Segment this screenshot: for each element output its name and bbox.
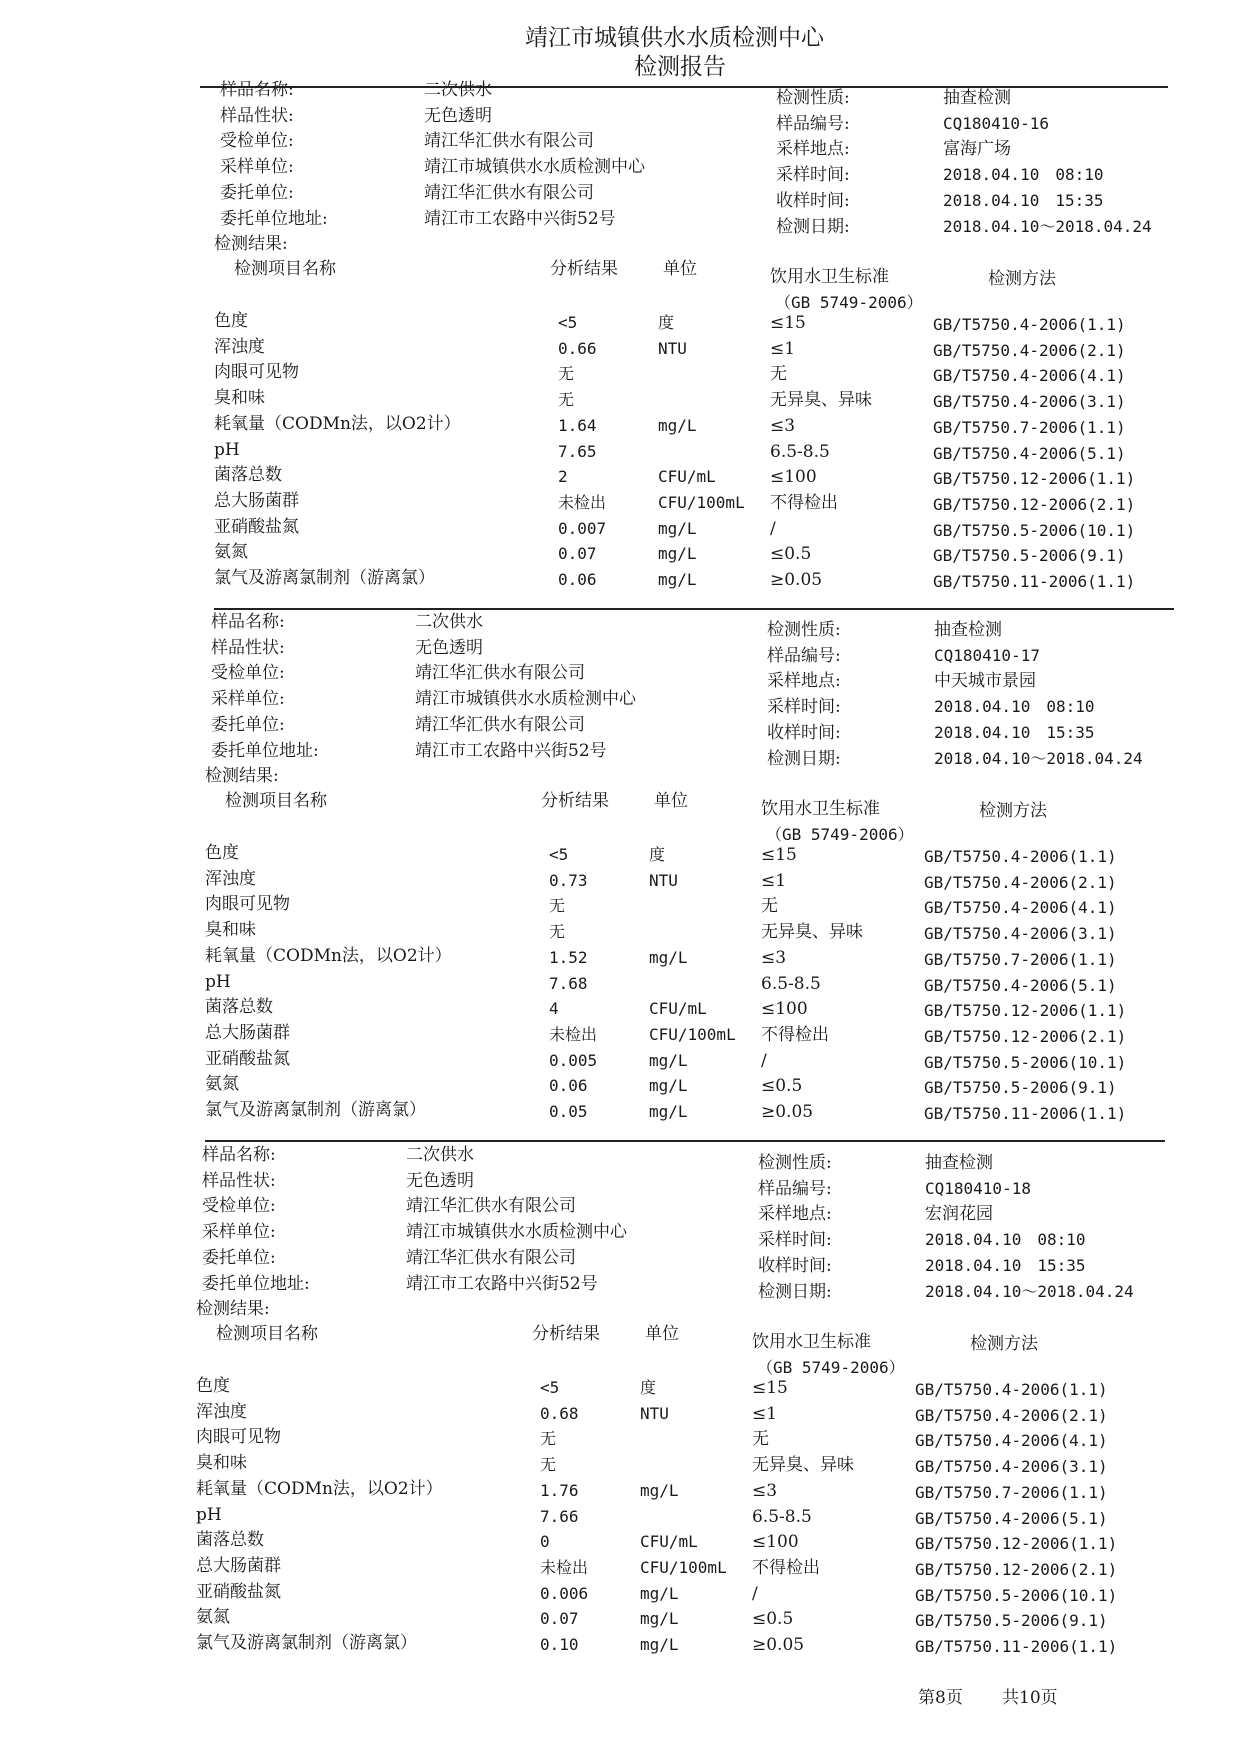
table-row-standard: 无 [752,1429,769,1450]
table-row-result: 1.64 [558,415,597,435]
table-row-result: 0.06 [558,570,597,589]
client-address-value: 靖江市工农路中兴街52号 [415,740,607,761]
table-row-method: GB/T5750.4-2006(1.1) [933,315,1126,334]
table-row-item: 氯气及游离氯制剂（游离氯） [196,1633,417,1653]
table-row-item: 总大肠菌群 [214,490,299,511]
sampling-time-label: 采样时间: [767,697,841,718]
table-row-method: GB/T5750.7-2006(1.1) [933,417,1126,437]
table-row-item: 肉眼可见物 [196,1427,281,1448]
table-row-standard: ≥0.05 [770,570,823,590]
table-row-method: GB/T5750.11-2006(1.1) [924,1104,1127,1123]
sample-property-label: 样品性状: [202,1170,276,1191]
column-header-method: 检测方法 [979,801,1047,821]
column-header-standard-code: （GB 5749-2006） [757,1358,905,1377]
table-row-result: 0.07 [540,1609,579,1629]
results-heading: 检测结果: [196,1299,270,1319]
sample-no-label: 样品编号: [776,113,850,134]
table-row-result: 1.52 [549,947,588,967]
table-row-method: GB/T5750.12-2006(1.1) [933,469,1136,489]
table-row-method: GB/T5750.11-2006(1.1) [915,1637,1118,1656]
table-row-item: 色度 [196,1376,230,1396]
table-row-method: GB/T5750.5-2006(10.1) [933,520,1136,540]
sampling-time-label: 采样时间: [758,1230,832,1251]
table-row-unit: mg/L [658,518,697,538]
table-row-method: GB/T5750.4-2006(1.1) [924,847,1117,866]
sample-no-value: CQ180410-16 [943,113,1049,133]
inspected-unit-value: 靖江华汇供水有限公司 [406,1196,576,1217]
table-row-method: GB/T5750.7-2006(1.1) [924,949,1117,969]
table-row-method: GB/T5750.4-2006(4.1) [915,1431,1108,1451]
sampling-site-value: 宏润花园 [925,1204,993,1225]
table-row-result: 未检出 [540,1557,589,1577]
table-row-standard: 无 [770,364,787,385]
table-row-item: 耗氧量（CODMn法，以O2计） [196,1478,443,1499]
test-date-value: 2018.04.10～2018.04.24 [925,1281,1134,1301]
table-row-method: GB/T5750.4-2006(2.1) [915,1405,1108,1425]
column-header-standard: 饮用水卫生标准 [752,1332,871,1352]
table-row-item: 浑浊度 [214,336,265,357]
sample-no-value: CQ180410-18 [925,1178,1031,1198]
table-row-standard: 无异臭、异味 [761,922,863,943]
table-row-standard: 不得检出 [752,1557,820,1578]
table-row-item: pH [205,971,231,992]
table-row-item: 色度 [205,843,239,863]
client-unit-value: 靖江华汇供水有限公司 [415,714,585,735]
table-row-unit: mg/L [649,1102,688,1121]
sampling-site-label: 采样地点: [758,1204,832,1225]
client-unit-label: 委托单位: [220,182,294,203]
sampling-site-label: 采样地点: [776,139,850,160]
section-divider [214,608,1174,610]
table-row-unit: CFU/mL [640,1532,698,1552]
test-date-value: 2018.04.10～2018.04.24 [934,748,1143,768]
table-row-unit: 度 [658,313,675,332]
client-unit-value: 靖江华汇供水有限公司 [424,182,594,203]
table-row-method: GB/T5750.11-2006(1.1) [933,572,1136,591]
table-row-standard: ≤1 [770,338,796,359]
table-row-item: 亚硝酸盐氮 [205,1048,290,1069]
table-row-standard: ≤0.5 [752,1609,794,1630]
table-row-result: <5 [540,1378,560,1397]
column-header-unit: 单位 [645,1324,679,1344]
table-row-result: 0.68 [540,1403,579,1423]
table-row-standard: ≤1 [761,870,787,891]
sampling-unit-label: 采样单位: [202,1222,276,1243]
receive-time-label: 收样时间: [776,190,850,211]
table-row-unit: mg/L [658,570,697,589]
table-row-method: GB/T5750.12-2006(2.1) [924,1026,1127,1046]
table-row-method: GB/T5750.5-2006(10.1) [924,1052,1127,1072]
client-unit-label: 委托单位: [211,714,285,735]
table-row-item: 菌落总数 [196,1530,264,1551]
sample-name-label: 样品名称: [202,1145,276,1165]
table-row-item: 总大肠菌群 [205,1022,290,1043]
test-date-label: 检测日期: [776,216,850,237]
table-row-method: GB/T5750.12-2006(2.1) [915,1559,1118,1579]
table-row-standard: 6.5-8.5 [761,973,821,994]
sample-property-value: 无色透明 [424,105,492,126]
results-heading: 检测结果: [205,766,279,786]
receive-time-label: 收样时间: [767,722,841,743]
table-row-result: 0.005 [549,1050,598,1070]
table-row-item: 总大肠菌群 [196,1555,281,1576]
table-row-method: GB/T5750.5-2006(9.1) [924,1078,1117,1098]
table-row-item: 亚硝酸盐氮 [196,1581,281,1602]
table-row-item: 氨氮 [205,1074,239,1095]
table-row-item: 氨氮 [196,1607,230,1628]
table-row-item: 浑浊度 [205,868,256,889]
sample-name-label: 样品名称: [220,80,294,100]
table-row-result: 0.006 [540,1583,589,1603]
sampling-time-value: 2018.04.10 08:10 [934,697,1095,717]
table-row-unit: mg/L [649,1050,688,1070]
table-row-method: GB/T5750.4-2006(4.1) [924,898,1117,918]
table-row-unit: NTU [649,870,678,890]
table-row-unit: mg/L [658,544,697,564]
table-row-standard: ≤100 [752,1532,799,1553]
header-rule [200,86,1168,88]
table-row-result: 7.65 [558,441,597,461]
table-row-item: 菌落总数 [214,465,282,486]
table-row-standard: ≤0.5 [770,544,812,565]
section-divider [205,1140,1165,1142]
table-row-method: GB/T5750.4-2006(2.1) [924,872,1117,892]
table-row-item: 耗氧量（CODMn法，以O2计） [205,945,452,966]
table-row-result: 7.68 [549,973,588,993]
sample-no-label: 样品编号: [758,1178,832,1199]
table-row-unit: mg/L [640,1480,679,1500]
sample-name-value: 二次供水 [415,612,483,632]
column-header-unit: 单位 [654,791,688,811]
table-row-result: 0 [540,1532,550,1552]
column-header-item: 检测项目名称 [225,791,327,811]
client-address-label: 委托单位地址: [202,1273,310,1294]
client-address-value: 靖江市工农路中兴街52号 [424,208,616,229]
table-row-item: pH [214,439,240,460]
receive-time-value: 2018.04.10 15:35 [934,722,1095,742]
table-row-unit: NTU [640,1403,669,1423]
table-row-result: 0.06 [549,1076,588,1096]
table-row-item: 耗氧量（CODMn法，以O2计） [214,413,461,434]
results-heading: 检测结果: [214,234,288,254]
table-row-unit: mg/L [649,1076,688,1096]
table-row-unit: mg/L [640,1583,679,1603]
table-row-item: 肉眼可见物 [205,894,290,915]
table-row-result: <5 [549,845,569,864]
sample-property-value: 无色透明 [415,637,483,658]
client-unit-label: 委托单位: [202,1247,276,1268]
sample-name-value: 二次供水 [424,80,492,100]
table-row-method: GB/T5750.5-2006(9.1) [915,1611,1108,1631]
sample-name-label: 样品名称: [211,612,285,632]
column-header-result: 分析结果 [550,259,618,279]
test-date-label: 检测日期: [758,1281,832,1302]
table-row-item: 氨氮 [214,542,248,563]
client-address-value: 靖江市工农路中兴街52号 [406,1273,598,1294]
table-row-item: 色度 [214,311,248,331]
table-row-method: GB/T5750.4-2006(3.1) [924,924,1117,944]
inspected-unit-value: 靖江华汇供水有限公司 [424,131,594,152]
test-nature-label: 检测性质: [767,620,841,640]
table-row-method: GB/T5750.4-2006(1.1) [915,1380,1108,1399]
table-row-item: 臭和味 [214,388,265,409]
table-row-standard: ≤100 [770,467,817,488]
table-row-unit: 度 [640,1378,657,1397]
table-row-unit: NTU [658,338,687,358]
table-row-result: 0.66 [558,338,597,358]
sample-no-label: 样品编号: [767,645,841,666]
sampling-unit-value: 靖江市城镇供水水质检测中心 [415,689,636,710]
table-row-standard: 无 [761,896,778,917]
table-row-method: GB/T5750.7-2006(1.1) [915,1482,1108,1502]
table-row-standard: ≥0.05 [761,1102,814,1122]
table-row-standard: ≤15 [770,313,806,333]
table-row-method: GB/T5750.5-2006(10.1) [915,1585,1118,1605]
table-row-item: 肉眼可见物 [214,362,299,383]
table-row-standard: ≤3 [752,1480,778,1501]
table-row-item: 菌落总数 [205,997,273,1018]
table-row-method: GB/T5750.4-2006(2.1) [933,340,1126,360]
table-row-unit: CFU/100mL [658,492,745,512]
column-header-standard: 饮用水卫生标准 [761,799,880,819]
table-row-result: 未检出 [558,492,607,512]
table-row-result: 7.66 [540,1506,579,1526]
sampling-site-label: 采样地点: [767,671,841,692]
table-row-standard: 无异臭、异味 [770,390,872,411]
table-row-method: GB/T5750.4-2006(3.1) [915,1457,1108,1477]
sampling-time-label: 采样时间: [776,165,850,186]
table-row-method: GB/T5750.4-2006(5.1) [915,1508,1108,1528]
table-row-result: 1.76 [540,1480,579,1500]
table-row-method: GB/T5750.4-2006(3.1) [933,392,1126,412]
table-row-result: 4 [549,999,559,1019]
inspected-unit-value: 靖江华汇供水有限公司 [415,663,585,684]
receive-time-value: 2018.04.10 15:35 [925,1255,1086,1275]
table-row-result: 2 [558,467,568,487]
column-header-item: 检测项目名称 [216,1324,318,1344]
table-row-method: GB/T5750.4-2006(4.1) [933,366,1126,386]
sampling-unit-label: 采样单位: [220,157,294,178]
table-row-method: GB/T5750.4-2006(5.1) [933,443,1126,463]
table-row-method: GB/T5750.4-2006(5.1) [924,975,1117,995]
table-row-item: 氯气及游离氯制剂（游离氯） [214,568,435,588]
table-row-standard: ≤100 [761,999,808,1020]
column-header-method: 检测方法 [970,1334,1038,1354]
test-date-label: 检测日期: [767,748,841,769]
table-row-standard: ≤3 [770,415,796,436]
column-header-item: 检测项目名称 [234,259,336,279]
table-row-item: 臭和味 [205,920,256,941]
table-row-standard: / [752,1583,758,1604]
sampling-site-value: 富海广场 [943,139,1011,160]
table-row-item: 臭和味 [196,1453,247,1474]
test-nature-value: 抽查检测 [943,88,1011,108]
sample-name-value: 二次供水 [406,1145,474,1165]
table-row-standard: 6.5-8.5 [770,441,830,462]
sample-property-value: 无色透明 [406,1170,474,1191]
table-row-item: 氯气及游离氯制剂（游离氯） [205,1100,426,1120]
sampling-time-value: 2018.04.10 08:10 [925,1230,1086,1250]
table-row-standard: 不得检出 [761,1024,829,1045]
report-title: 靖江市城镇供水水质检测中心 [525,25,824,51]
page-number: 第8页 [918,1688,963,1708]
table-row-unit: CFU/mL [658,467,716,487]
table-row-unit: mg/L [640,1609,679,1629]
table-row-result: 无 [540,1455,557,1475]
table-row-unit: CFU/mL [649,999,707,1019]
table-row-result: 无 [540,1429,557,1449]
table-row-standard: ≤1 [752,1403,778,1424]
sampling-time-value: 2018.04.10 08:10 [943,165,1104,185]
sampling-unit-value: 靖江市城镇供水水质检测中心 [424,157,645,178]
table-row-standard: ≤15 [752,1378,788,1398]
table-row-method: GB/T5750.12-2006(1.1) [915,1534,1118,1554]
inspected-unit-label: 受检单位: [202,1196,276,1217]
table-row-standard: / [761,1050,767,1071]
column-header-standard: 饮用水卫生标准 [770,267,889,287]
table-row-standard: ≥0.05 [752,1635,805,1655]
inspected-unit-label: 受检单位: [211,663,285,684]
table-row-standard: 6.5-8.5 [752,1506,812,1527]
table-row-method: GB/T5750.12-2006(2.1) [933,494,1136,514]
column-header-unit: 单位 [663,259,697,279]
table-row-result: 无 [558,364,575,384]
test-nature-value: 抽查检测 [934,620,1002,640]
sample-property-label: 样品性状: [211,637,285,658]
table-row-result: 无 [549,922,566,942]
sampling-unit-value: 靖江市城镇供水水质检测中心 [406,1222,627,1243]
table-row-result: 0.007 [558,518,607,538]
sampling-site-value: 中天城市景园 [934,671,1036,692]
receive-time-value: 2018.04.10 15:35 [943,190,1104,210]
table-row-method: GB/T5750.5-2006(9.1) [933,546,1126,566]
table-row-unit: mg/L [649,947,688,967]
table-row-standard: 不得检出 [770,492,838,513]
column-header-result: 分析结果 [541,791,609,811]
table-row-method: GB/T5750.12-2006(1.1) [924,1001,1127,1021]
column-header-result: 分析结果 [532,1324,600,1344]
test-nature-label: 检测性质: [758,1153,832,1173]
table-row-standard: ≤3 [761,947,787,968]
table-row-result: 0.07 [558,544,597,564]
table-row-unit: 度 [649,845,666,864]
column-header-method: 检测方法 [988,269,1056,289]
table-row-result: 0.05 [549,1102,588,1121]
table-row-standard: ≤15 [761,845,797,865]
column-header-standard-code: （GB 5749-2006） [775,293,923,312]
table-row-item: pH [196,1504,222,1525]
sample-property-label: 样品性状: [220,105,294,126]
table-row-unit: mg/L [640,1635,679,1654]
sampling-unit-label: 采样单位: [211,689,285,710]
client-address-label: 委托单位地址: [220,208,328,229]
table-row-unit: CFU/100mL [649,1024,736,1044]
report-subtitle: 检测报告 [634,54,726,80]
test-nature-label: 检测性质: [776,88,850,108]
table-row-result: 0.73 [549,870,588,890]
table-row-result: 无 [558,390,575,410]
inspected-unit-label: 受检单位: [220,131,294,152]
table-row-item: 亚硝酸盐氮 [214,516,299,537]
client-unit-value: 靖江华汇供水有限公司 [406,1247,576,1268]
test-nature-value: 抽查检测 [925,1153,993,1173]
receive-time-label: 收样时间: [758,1255,832,1276]
sample-no-value: CQ180410-17 [934,645,1040,665]
page-total: 共10页 [1002,1688,1058,1708]
table-row-standard: ≤0.5 [761,1076,803,1097]
table-row-standard: / [770,518,776,539]
test-date-value: 2018.04.10～2018.04.24 [943,216,1152,236]
table-row-standard: 无异臭、异味 [752,1455,854,1476]
table-row-result: 无 [549,896,566,916]
table-row-item: 浑浊度 [196,1401,247,1422]
table-row-result: 未检出 [549,1024,598,1044]
column-header-standard-code: （GB 5749-2006） [766,825,914,844]
table-row-result: <5 [558,313,578,332]
table-row-result: 0.10 [540,1635,579,1654]
client-address-label: 委托单位地址: [211,740,319,761]
table-row-unit: mg/L [658,415,697,435]
table-row-unit: CFU/100mL [640,1557,727,1577]
